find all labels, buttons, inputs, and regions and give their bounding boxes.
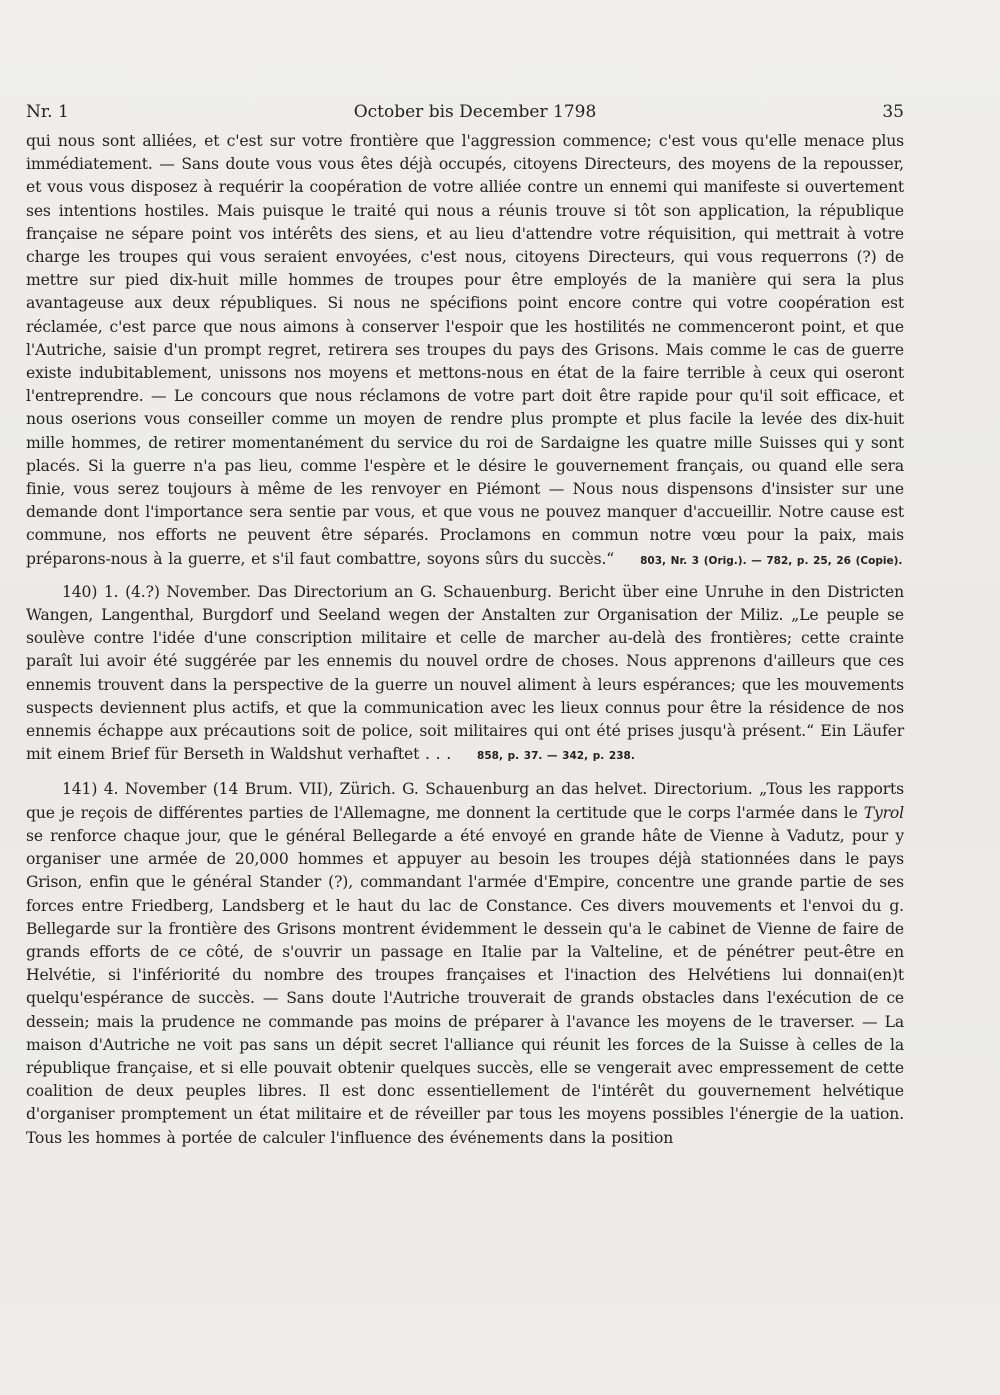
page-number: 35 bbox=[882, 102, 904, 122]
entry-140 bbox=[26, 581, 904, 769]
paragraph-continuation bbox=[26, 130, 904, 573]
running-title: October bis December 1798 bbox=[353, 102, 597, 122]
italic-place-name: Tyrol bbox=[863, 803, 904, 822]
entry-text-end: se renforce chaque jour, que le général Bellegarde a été envoyé en grande hâte de Vienne à Vadutz, pour y organiser une armée de 20,000 hommes et appuyer au besoin les troupes déjà stationnées dans le pays Grison, enfin que le général Stander (?), commandant l'armée d'Empire, concentre une grande partie de ses forces entre Friedberg, Landsberg et le haut du lac de Constance. Ces divers mouvements et l'envoi du g. Bellegarde sur la frontière des Grisons montrent évidemment le dessein qu'a le cabinet de Vienne de faire de grands efforts de ce côté, de s'ouvrir un passage en Italie par la Valteline, et de pénétrer peut-être en Helvétie, si l'infériorité du nombre des troupes françaises et l'inaction des Helvétiens lui donnai(en)t quelqu'espérance de succès. — Sans doute l'Autriche trouverait de grands obstacles dans l'exécution de ce dessein; mais la prudence ne commande pas moins de préparer à l'avance les moyens de le traverser. — La maison d'Autriche ne voit pas sans un dépit secret l'alliance qui réunit les forces de la Suisse à celles de la république française, et si elle pouvait obtenir quelques succès, elle se vengerait avec empressement de cette coalition de deux peuples libres. Il est donc essentiellement de l'intérêt du gouvernement helvétique d'organiser promptement un état militaire et de réveiller par tous les moyens possibles l'énergie de la uation. Tous les hommes à portée de calculer l'influence des événements dans la position bbox=[26, 826, 904, 1147]
body-text bbox=[26, 130, 904, 1150]
entry-text: 140) 1. (4.?) November. Das Directorium an G. Schauenburg. Bericht über eine Unruhe in den Districten Wangen, Langenthal, Burgdorf und Seeland wegen der Anstalten zur Organisation der Miliz. „Le peuple se soulève contre l'idée d'une conscription militaire et celle de marcher au-delà des frontières; cette crainte paraît lui avoir été suggérée par les ennemis du nouvel ordre de choses. Nous apprenons d'ailleurs que ces ennemis trouvent dans la perspective de la guerre un nouvel aliment à leurs espérances; que les mouvements suspects deviennent plus actifs, et que la communication avec les lieux connus pour être la résidence de nos ennemis échappe aux précautions soit de police, soit militaires qui ont été prises jusqu'à présent.“ Ein Läufer mit einem Brief für Berseth in Waldshut verhaftet . . . bbox=[26, 582, 904, 764]
paragraph-text: qui nous sont alliées, et c'est sur votre frontière que l'aggression commence; c'est vous qu'elle menace plus immédiatement. — Sans doute vous vous êtes déjà occupés, citoyens Directeurs, des moyens de la repousser, et vous vous disposez à requérir la coopération de votre alliée contre un ennemi qui manifeste si ouvertement ses intentions hostiles. Mais puisque le traité qui nous a réunis trouve si tôt son application, la république française ne sépare point vos intérêts des siens, et au lieu d'attendre votre réquisition, qui mettrait à votre charge les troupes qui vous seraient envoyées, c'est nous, citoyens Directeurs, qui vous requerrons (?) de mettre sur pied dix-huit mille hommes de troupes pour être employés de la manière qui sera la plus avantageuse aux deux républiques. Si nous ne spécifions point encore contre qui votre coopération est réclamée, c'est parce que nous aimons à conserver l'espoir que les hostilités ne commenceront point, et que l'Autriche, saisie d'un prompt regret, retirera ses troupes du pays des Grisons. Mais comme le cas de guerre existe indubitablement, unissons nos moyens et mettons-nous en état de la faire terrible à ceux qui oseront l'entreprendre. — Le concours que nous réclamons de votre part doit être rapide pour qu'il soit efficace, et nous oserions vous conseiller comme un moyen de rendre plus prompte et plus facile la levée des dix-huit mille hommes, de retirer momentanément du service du roi de Sardaigne les quatre mille Suisses qui y sont placés. Si la guerre n'a pas lieu, comme l'espère et le désire le gouvernement français, ou quand elle sera finie, vous serez toujours à même de les renvoyer en Piémont — Nous nous dispensons d'insister sur une demande dont l'importance sera sentie par vous, et que vous ne pouvez manquer d'accueillir. Notre cause est commune, nos efforts ne peuvent être séparés. Proclamons en commun notre vœu pour la paix, mais préparons-nous à la guerre, et s'il faut combattre, soyons sûrs du succès.“ bbox=[26, 132, 904, 568]
entry-text-start: 141) 4. November (14 Brum. VII), Zürich. G. Schauenburg an das helvet. Directorium. „Tous les rapports que je reçois de différentes parties de l'Allemagne, me donnent la certitude que le corps l'armée dans le bbox=[26, 780, 904, 822]
source-reference: 803, Nr. 3 (Orig.). — 782, p. 25, 26 (Copie). bbox=[640, 554, 903, 567]
entry-141 bbox=[26, 778, 904, 1149]
document-number: Nr. 1 bbox=[26, 102, 69, 122]
running-head bbox=[26, 100, 904, 124]
source-reference: 858, p. 37. — 342, p. 238. bbox=[477, 750, 635, 763]
